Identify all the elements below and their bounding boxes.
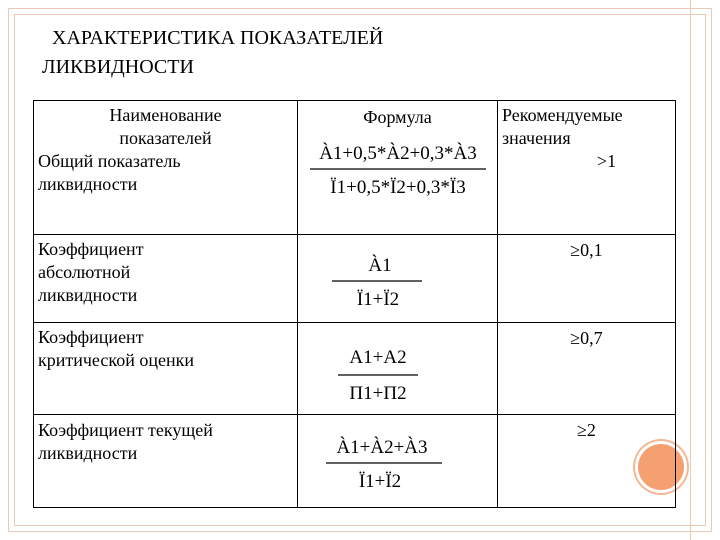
row3-name-line2: критической оценки: [38, 350, 194, 370]
row1-value: >1: [596, 151, 617, 171]
row1-name-line2: ликвидности: [38, 174, 138, 194]
row4-formula: [298, 415, 498, 505]
row2-name-line3: ликвидности: [38, 285, 138, 305]
slide-title: [42, 24, 562, 82]
header-recommended-line2: значения: [502, 128, 571, 148]
header-name-cell: [34, 101, 298, 235]
row2-numerator: À1: [368, 255, 392, 276]
row3-numerator: A1+A2: [349, 347, 407, 368]
row1-numerator: À1+0,5*À2+0,3*À3: [319, 143, 477, 164]
row1-name-line1: Общий показатель: [38, 151, 181, 171]
row3-formula: [298, 323, 498, 413]
row2-formula: [298, 235, 498, 321]
header-formula: Формула: [363, 107, 432, 127]
row2-denominator: Ï1+Ï2: [356, 289, 400, 310]
header-name-line1: Наименование: [109, 105, 222, 125]
row2-name-line2: абсолютной: [38, 262, 131, 282]
header-name-line2: показателей: [119, 128, 212, 148]
row2-name-line1: Коэффициент: [38, 239, 144, 259]
row4-name-cell: [34, 415, 298, 508]
liquidity-table: [33, 100, 676, 508]
row3-denominator: П1+П2: [349, 383, 407, 404]
row2-formula-cell: [298, 235, 498, 323]
slide-decor-line: [690, 0, 691, 540]
title-line-1: ХАРАКТЕРИСТИКА ПОКАЗАТЕЛЕЙ: [52, 27, 384, 49]
row2-name-cell: [34, 235, 298, 323]
row4-numerator: À1+À2+À3: [336, 437, 428, 458]
row1-formula-cell: [298, 101, 498, 235]
row4-value: ≥2: [577, 420, 596, 440]
row2-value: ≥0,1: [570, 240, 603, 260]
row3-value: ≥0,7: [570, 328, 603, 348]
row1-formula: [298, 129, 498, 209]
row4-value-cell: [498, 415, 676, 508]
row1-value-cell: [498, 101, 676, 235]
row4-name-line1: Коэффициент текущей: [38, 420, 213, 440]
row2-value-cell: [498, 235, 676, 323]
row4-formula-cell: [298, 415, 498, 508]
row4-denominator: Ï1+Ï2: [358, 471, 402, 492]
row3-name-cell: [34, 323, 298, 415]
row3-name-line1: Коэффициент: [38, 327, 144, 347]
row1-denominator: Ï1+0,5*Ï2+0,3*Ï3: [330, 177, 466, 198]
row3-value-cell: [498, 323, 676, 415]
row4-name-line2: ликвидности: [38, 443, 138, 463]
row3-formula-cell: [298, 323, 498, 415]
title-line-2: ЛИКВИДНОСТИ: [42, 56, 194, 78]
header-recommended-line1: Рекомендуемые: [502, 105, 623, 125]
